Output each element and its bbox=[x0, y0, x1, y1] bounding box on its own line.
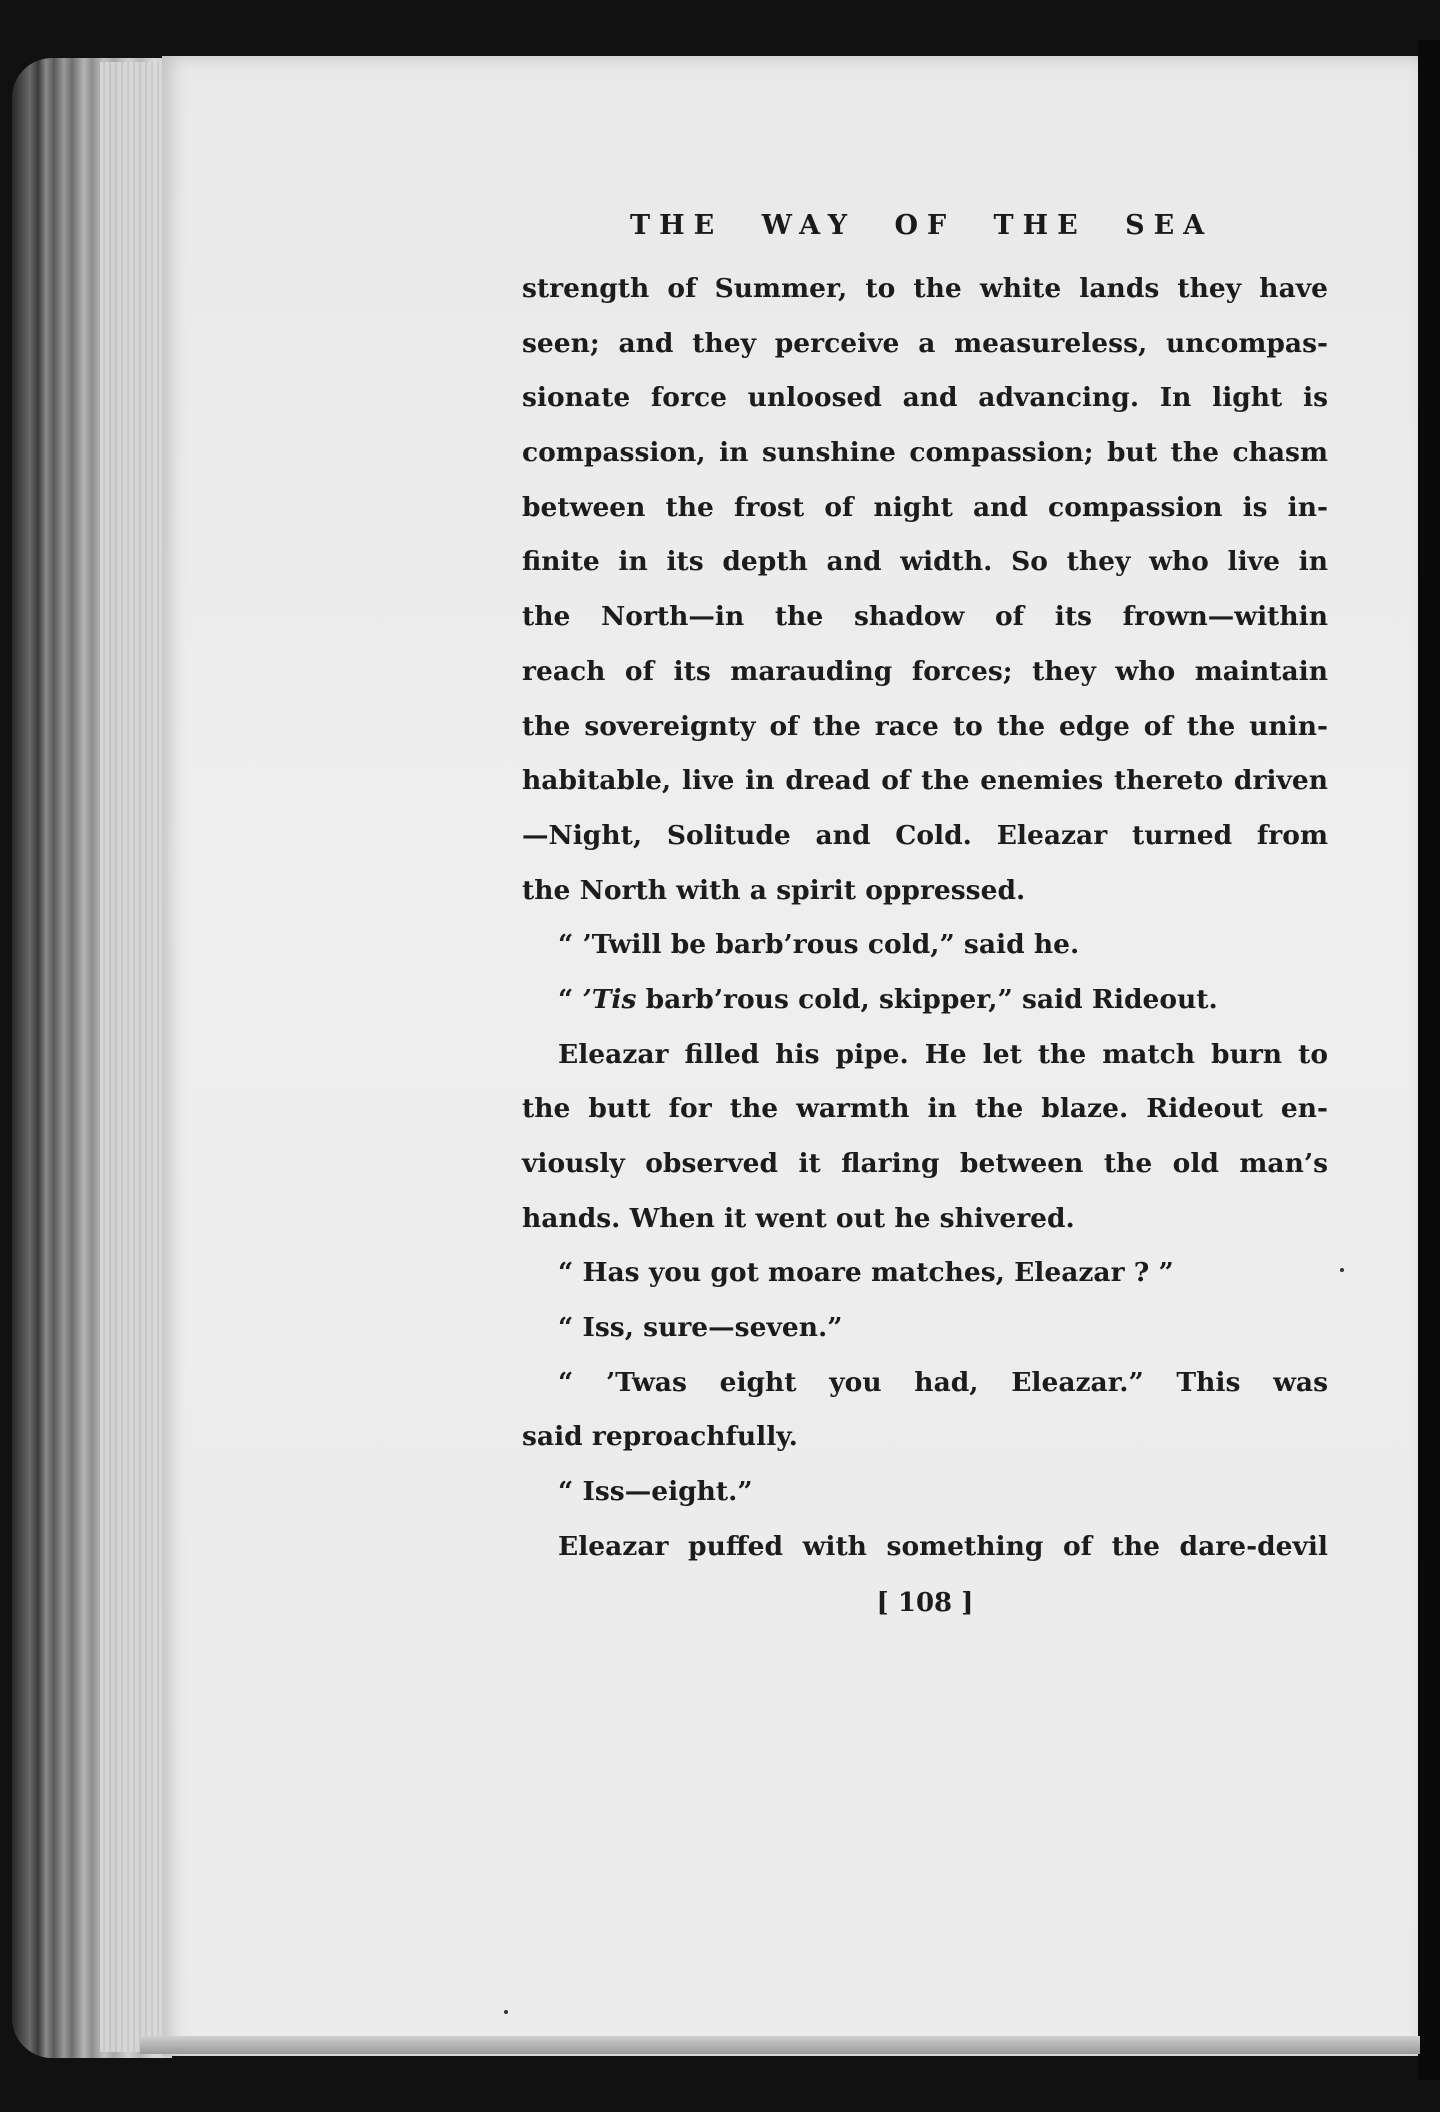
text-line: Eleazar filled his pipe. He let the match burn to bbox=[558, 1038, 1328, 1070]
page-bottom-edge bbox=[140, 2036, 1420, 2054]
text-line: the sovereignty of the race to the edge of the unin- bbox=[522, 710, 1328, 742]
open-quote: “ bbox=[558, 983, 583, 1015]
text-line: —Night, Solitude and Cold. Eleazar turned from bbox=[522, 819, 1328, 851]
text-line: seen; and they perceive a measureless, uncompas- bbox=[522, 327, 1328, 359]
text-line: between the frost of night and compassion is in- bbox=[522, 491, 1328, 523]
text-line: hands. When it went out he shivered. bbox=[522, 1202, 1075, 1234]
body-text bbox=[522, 262, 1328, 1575]
text-line: the North with a spirit oppressed. bbox=[522, 874, 1026, 906]
page-number: [ 108 ] bbox=[876, 1588, 974, 1618]
text-line: reach of its marauding forces; they who maintain bbox=[522, 655, 1328, 687]
ink-speck bbox=[1340, 1268, 1344, 1272]
page-stack-edge bbox=[100, 62, 170, 2052]
text-line: habitable, live in dread of the enemies thereto driven bbox=[522, 765, 1328, 797]
text-line: “ ’Twill be barb’rous cold,” said he. bbox=[558, 929, 1080, 961]
text-line: the North—in the shadow of its frown—within bbox=[522, 601, 1328, 633]
text-line: the butt for the warmth in the blaze. Rideout en- bbox=[522, 1093, 1328, 1125]
text-line: finite in its depth and width. So they who live in bbox=[522, 546, 1328, 578]
running-head: THE WAY OF THE SEA bbox=[630, 210, 1214, 241]
line-remainder: barb’rous cold, skipper,” said Rideout. bbox=[636, 983, 1218, 1015]
text-line: viously observed it flaring between the old man’s bbox=[522, 1148, 1328, 1179]
text-line: “ Iss, sure—seven.” bbox=[558, 1312, 843, 1344]
text-line: said reproachfully. bbox=[522, 1421, 798, 1453]
page-right-shadow bbox=[1418, 40, 1440, 2080]
text-line: strength of Summer, to the white lands they have bbox=[522, 273, 1328, 304]
text-line: Eleazar puffed with something of the dare-devil bbox=[558, 1530, 1328, 1562]
text-line bbox=[522, 973, 1328, 1028]
text-line: “ Has you got moare matches, Eleazar ? ” bbox=[558, 1257, 1174, 1289]
text-line: “ ’Twas eight you had, Eleazar.” This was bbox=[558, 1366, 1328, 1398]
text-line: sionate force unloosed and advancing. In light is bbox=[522, 382, 1328, 414]
ink-speck bbox=[504, 2010, 508, 2014]
text-line: compassion, in sunshine compassion; but the chasm bbox=[522, 437, 1328, 469]
italic-word: ’Tis bbox=[582, 983, 637, 1015]
text-line: “ Iss—eight.” bbox=[558, 1476, 753, 1508]
